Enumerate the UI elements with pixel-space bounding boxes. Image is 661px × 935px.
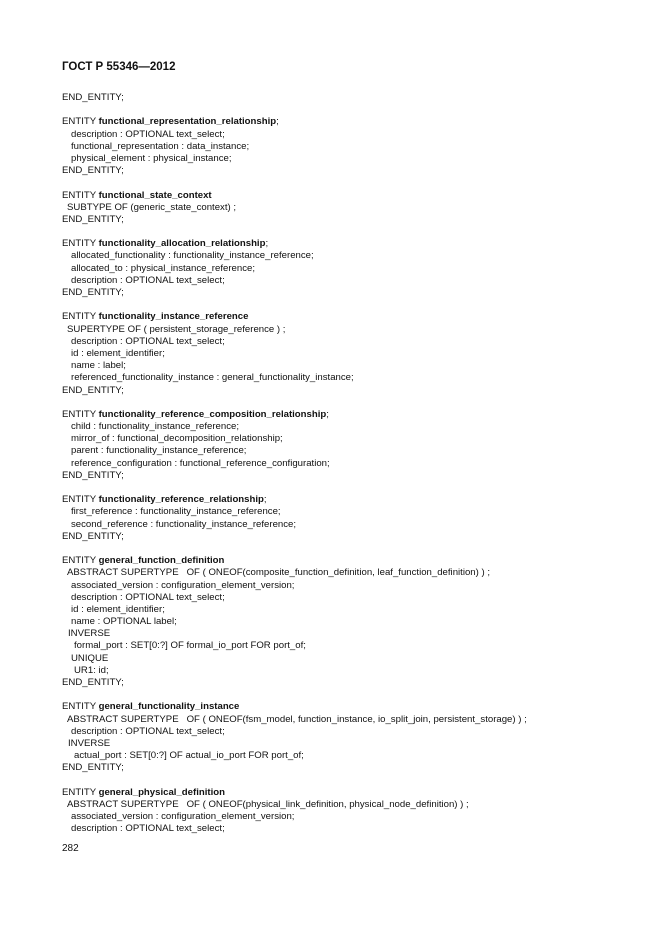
schema-line: allocated_to : physical_instance_reference; (71, 262, 255, 274)
schema-line: description : OPTIONAL text_select; (71, 823, 225, 835)
end-entity-line: END_ENTITY; (62, 677, 124, 688)
entity-declaration (62, 311, 527, 323)
schema-line: description : OPTIONAL text_select; (71, 591, 225, 603)
schema-line: INVERSE (68, 628, 111, 640)
entity-keyword: ENTITY (62, 786, 99, 798)
schema-line: UR1: id; (74, 664, 109, 676)
schema-line: reference_configuration : functional_reference_configuration; (71, 457, 330, 469)
schema-line: name : label; (71, 360, 126, 372)
entity-name: functional_representation_relationship (98, 116, 277, 128)
schema-line: formal_port : SET[0:?] OF formal_io_port FOR port_of; (74, 640, 306, 652)
schema-line: second_reference : functionality_instance_reference; (71, 518, 297, 530)
schema-line: first_reference : functionality_instance_reference; (71, 506, 281, 518)
entity-declaration (62, 787, 527, 799)
schema-line: physical_element : physical_instance; (71, 152, 232, 164)
entity-declaration (62, 409, 527, 421)
end-entity-line: END_ENTITY; (62, 530, 124, 542)
schema-line: SUPERTYPE OF ( persistent_storage_reference ) ; (67, 323, 286, 335)
entity-name: functionality_instance_reference (98, 311, 249, 323)
end-entity-line: END_ENTITY; (62, 384, 124, 396)
schema-line: description : OPTIONAL text_select; (71, 335, 225, 347)
blank-line (62, 775, 527, 787)
schema-line: description : OPTIONAL text_select; (71, 128, 225, 140)
schema-line: SUBTYPE OF (generic_state_context) ; (67, 201, 237, 213)
page-number: 282 (62, 843, 79, 854)
document-header: ГОСТ Р 55346—2012 (62, 61, 176, 73)
entity-keyword: ENTITY (62, 701, 99, 713)
end-entity-line: END_ENTITY; (62, 469, 124, 481)
schema-line: parent : functionality_instance_reference; (71, 445, 247, 457)
end-entity-line: END_ENTITY; (62, 287, 124, 298)
entity-declaration (62, 494, 527, 506)
entity-keyword: ; (265, 238, 269, 250)
entity-keyword: ENTITY (62, 408, 99, 420)
blank-line (62, 482, 527, 494)
schema-line: INVERSE (68, 737, 111, 749)
entity-name: functionality_reference_relationship (98, 494, 264, 506)
entity-keyword: ENTITY (62, 311, 99, 323)
schema-line: allocated_functionality : functionality_instance_reference; (71, 250, 314, 262)
schema-line: UNIQUE (71, 652, 109, 664)
entity-declaration (62, 116, 527, 128)
entity-keyword: ENTITY (62, 189, 99, 201)
entity-name: functional_state_context (98, 189, 212, 201)
schema-line: actual_port : SET[0:?] OF actual_io_port FOR port_of; (74, 750, 304, 762)
blank-line (62, 397, 527, 409)
schema-line: ABSTRACT SUPERTYPE OF ( ONEOF(fsm_model, function_instance, io_split_join, persistent_storage) ) ; (67, 713, 527, 725)
schema-line: mirror_of : functional_decomposition_relationship; (71, 433, 283, 445)
entity-name: functionality_allocation_relationship (98, 238, 266, 250)
schema-line: associated_version : configuration_element_version; (71, 579, 295, 591)
entity-name: general_function_definition (98, 555, 225, 567)
schema-line: associated_version : configuration_element_version; (71, 811, 295, 823)
blank-line (62, 543, 527, 555)
schema-line: ABSTRACT SUPERTYPE OF ( ONEOF(physical_link_definition, physical_node_definition) ) ; (67, 798, 469, 810)
schema-line: description : OPTIONAL text_select; (71, 274, 225, 286)
schema-line: id : element_identifier; (71, 347, 165, 359)
end-entity-line: END_ENTITY; (62, 92, 124, 103)
entity-keyword: ; (326, 408, 329, 420)
schema-line: referenced_functionality_instance : general_functionality_instance; (71, 372, 354, 384)
entity-declaration (62, 190, 527, 202)
entity-keyword: ENTITY (62, 238, 99, 250)
schema-line: ABSTRACT SUPERTYPE OF ( ONEOF(composite_function_definition, leaf_function_definition) ) ; (67, 567, 491, 579)
schema-line: id : element_identifier; (71, 603, 165, 615)
entity-keyword: ENTITY (62, 555, 99, 567)
entity-name: functionality_reference_composition_relationship (98, 408, 327, 420)
entity-keyword: ENTITY (62, 494, 99, 506)
end-entity-line: END_ENTITY; (62, 762, 124, 774)
entity-keyword: ; (263, 494, 267, 506)
entity-name: general_physical_definition (98, 786, 225, 798)
end-entity-line: END_ENTITY; (62, 165, 124, 177)
blank-line (62, 689, 527, 701)
end-entity-line: END_ENTITY; (62, 213, 124, 225)
entity-declaration (62, 555, 527, 567)
blank-line (62, 299, 527, 311)
express-schema-listing (62, 92, 527, 835)
entity-name: general_functionality_instance (98, 701, 240, 713)
entity-keyword: ; (276, 116, 279, 128)
schema-line: child : functionality_instance_reference; (71, 421, 239, 433)
schema-line: name : OPTIONAL label; (71, 616, 177, 628)
entity-declaration (62, 238, 527, 250)
schema-line: description : OPTIONAL text_select; (71, 725, 225, 737)
entity-declaration (62, 701, 527, 713)
blank-line (62, 177, 527, 189)
schema-line: functional_representation : data_instance; (71, 140, 250, 152)
entity-keyword: ENTITY (62, 116, 99, 128)
blank-line (62, 226, 527, 238)
blank-line (62, 104, 527, 116)
